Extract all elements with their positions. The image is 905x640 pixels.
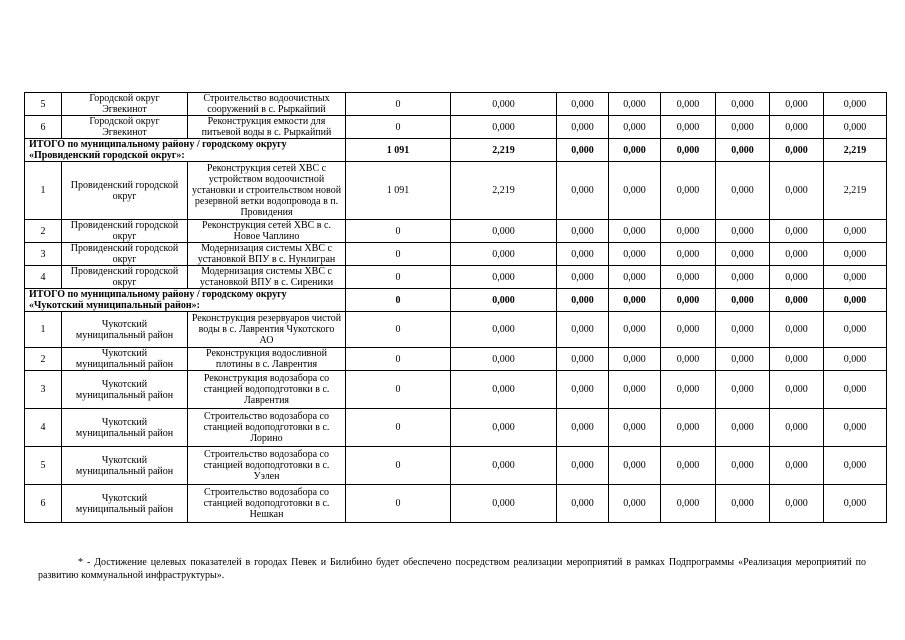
value-cell: 0,000 [716, 312, 770, 348]
value-cell: 0,000 [716, 371, 770, 409]
table-row [25, 243, 887, 266]
value-cell: 0,000 [609, 312, 661, 348]
total-value: 0,000 [451, 289, 557, 312]
municipality-cell: Провиденский городской округ [62, 243, 188, 266]
value-cell: 0,000 [716, 485, 770, 523]
value-cell: 0,000 [716, 220, 770, 243]
value-cell: 0,000 [661, 485, 716, 523]
table-row [25, 485, 887, 523]
municipality-cell: Чукотский муниципальный район [62, 409, 188, 447]
value-cell: 0,000 [824, 447, 887, 485]
value-cell: 0,000 [661, 243, 716, 266]
value-cell: 0,000 [661, 93, 716, 116]
row-number: 4 [25, 409, 62, 447]
total-label: ИТОГО по муниципальному району / городскому округу «Чукотский муниципальный район»: [25, 289, 346, 312]
value-cell: 0,000 [824, 93, 887, 116]
value-cell: 0,000 [770, 409, 824, 447]
value-cell: 0,000 [824, 409, 887, 447]
value-cell: 0,000 [716, 447, 770, 485]
value-cell: 0 [346, 266, 451, 289]
value-cell: 0,000 [451, 447, 557, 485]
total-value: 2,219 [824, 139, 887, 162]
row-number: 4 [25, 266, 62, 289]
total-value: 0,000 [661, 139, 716, 162]
row-number: 5 [25, 447, 62, 485]
value-cell: 0,000 [716, 409, 770, 447]
value-cell: 0,000 [661, 220, 716, 243]
municipality-cell: Чукотский муниципальный район [62, 312, 188, 348]
value-cell: 0,000 [770, 93, 824, 116]
value-cell: 0,000 [557, 312, 609, 348]
value-cell: 0,000 [770, 312, 824, 348]
value-cell: 0,000 [451, 371, 557, 409]
total-value: 0 [346, 289, 451, 312]
value-cell: 0,000 [824, 371, 887, 409]
value-cell: 0,000 [661, 266, 716, 289]
total-row [25, 289, 887, 312]
row-number: 5 [25, 93, 62, 116]
value-cell: 0,000 [451, 266, 557, 289]
value-cell: 0,000 [661, 116, 716, 139]
value-cell: 0,000 [557, 348, 609, 371]
row-number: 6 [25, 485, 62, 523]
table-row [25, 447, 887, 485]
value-cell: 0,000 [557, 485, 609, 523]
value-cell: 0,000 [557, 447, 609, 485]
total-value: 0,000 [716, 289, 770, 312]
total-value: 2,219 [451, 139, 557, 162]
value-cell: 0,000 [451, 93, 557, 116]
value-cell: 0 [346, 312, 451, 348]
object-cell: Строительство водоочистных сооружений в с. Рыркайпий [188, 93, 346, 116]
object-cell: Реконструкция сетей ХВС с устройством водоочистной установки и строительством новой резервной ветки водопровода в п. Провидения [188, 162, 346, 220]
row-number: 3 [25, 243, 62, 266]
value-cell: 0,000 [609, 243, 661, 266]
value-cell: 0,000 [557, 371, 609, 409]
table-row [25, 220, 887, 243]
value-cell: 0 [346, 93, 451, 116]
row-number: 1 [25, 312, 62, 348]
value-cell: 0,000 [557, 409, 609, 447]
value-cell: 0,000 [609, 447, 661, 485]
table-row [25, 312, 887, 348]
value-cell: 0,000 [716, 243, 770, 266]
municipality-cell: Провиденский городской округ [62, 162, 188, 220]
value-cell: 0,000 [824, 312, 887, 348]
value-cell: 0,000 [661, 409, 716, 447]
value-cell: 0,000 [557, 116, 609, 139]
value-cell: 0,000 [451, 243, 557, 266]
municipality-cell: Чукотский муниципальный район [62, 348, 188, 371]
value-cell: 2,219 [824, 162, 887, 220]
value-cell: 0 [346, 116, 451, 139]
total-value: 0,000 [770, 289, 824, 312]
total-value: 0,000 [609, 139, 661, 162]
value-cell: 0 [346, 220, 451, 243]
value-cell: 0,000 [770, 243, 824, 266]
value-cell: 0,000 [609, 348, 661, 371]
municipality-cell: Чукотский муниципальный район [62, 485, 188, 523]
value-cell: 0 [346, 348, 451, 371]
value-cell: 0,000 [451, 348, 557, 371]
value-cell: 0,000 [716, 93, 770, 116]
value-cell: 0 [346, 485, 451, 523]
row-number: 2 [25, 348, 62, 371]
value-cell: 0 [346, 243, 451, 266]
value-cell: 0,000 [824, 220, 887, 243]
total-value: 0,000 [557, 289, 609, 312]
value-cell: 0,000 [609, 93, 661, 116]
value-cell: 0,000 [824, 243, 887, 266]
value-cell: 0,000 [770, 348, 824, 371]
object-cell: Реконструкция сетей ХВС в с. Новое Чаплино [188, 220, 346, 243]
row-number: 3 [25, 371, 62, 409]
value-cell: 0,000 [770, 266, 824, 289]
value-cell: 0,000 [716, 348, 770, 371]
table-row [25, 116, 887, 139]
value-cell: 0,000 [770, 116, 824, 139]
value-cell: 0,000 [451, 116, 557, 139]
table-row [25, 371, 887, 409]
value-cell: 0,000 [609, 371, 661, 409]
value-cell: 0,000 [609, 266, 661, 289]
value-cell: 0,000 [824, 116, 887, 139]
footnote [38, 556, 866, 582]
value-cell: 1 091 [346, 162, 451, 220]
table-row [25, 266, 887, 289]
value-cell: 0,000 [661, 371, 716, 409]
total-value: 0,000 [770, 139, 824, 162]
value-cell: 0,000 [609, 162, 661, 220]
row-number: 6 [25, 116, 62, 139]
municipality-cell: Провиденский городской округ [62, 220, 188, 243]
value-cell: 0,000 [557, 243, 609, 266]
municipality-cell: Городской округ Эгвекинот [62, 116, 188, 139]
value-cell: 0,000 [557, 220, 609, 243]
value-cell: 0,000 [661, 162, 716, 220]
value-cell: 0,000 [824, 485, 887, 523]
value-cell: 0,000 [661, 312, 716, 348]
value-cell: 0,000 [609, 485, 661, 523]
object-cell: Строительство водозабора со станцией водоподготовки в с. Лорино [188, 409, 346, 447]
object-cell: Реконструкция водосливной плотины в с. Лаврентия [188, 348, 346, 371]
value-cell: 0,000 [451, 312, 557, 348]
value-cell: 0,000 [770, 447, 824, 485]
value-cell: 0 [346, 447, 451, 485]
value-cell: 0,000 [451, 409, 557, 447]
municipality-cell: Городской округ Эгвекинот [62, 93, 188, 116]
footnote-text: * - Достижение целевых показателей в городах Певек и Билибино будет обеспечено посредством реализации мероприятий в рамках Подпрограммы «Реализация мероприятий по развитию коммунальной инфраструктуры». [38, 557, 866, 581]
value-cell: 0,000 [609, 116, 661, 139]
object-cell: Реконструкция емкости для питьевой воды в с. Рыркайпий [188, 116, 346, 139]
value-cell: 0,000 [824, 348, 887, 371]
object-cell: Строительство водозабора со станцией водоподготовки в с. Нешкан [188, 485, 346, 523]
investment-table [24, 92, 887, 523]
value-cell: 0,000 [557, 266, 609, 289]
value-cell: 2,219 [451, 162, 557, 220]
municipality-cell: Чукотский муниципальный район [62, 447, 188, 485]
value-cell: 0,000 [557, 93, 609, 116]
value-cell: 0,000 [716, 116, 770, 139]
object-cell: Реконструкция резервуаров чистой воды в с. Лаврентия Чукотского АО [188, 312, 346, 348]
value-cell: 0,000 [716, 162, 770, 220]
value-cell: 0,000 [661, 447, 716, 485]
value-cell: 0,000 [770, 371, 824, 409]
value-cell: 0 [346, 409, 451, 447]
municipality-cell: Провиденский городской округ [62, 266, 188, 289]
value-cell: 0,000 [716, 266, 770, 289]
table-row [25, 93, 887, 116]
value-cell: 0,000 [451, 220, 557, 243]
total-value: 1 091 [346, 139, 451, 162]
total-value: 0,000 [824, 289, 887, 312]
value-cell: 0,000 [770, 485, 824, 523]
value-cell: 0 [346, 371, 451, 409]
total-value: 0,000 [661, 289, 716, 312]
value-cell: 0,000 [661, 348, 716, 371]
value-cell: 0,000 [824, 266, 887, 289]
table-row [25, 348, 887, 371]
total-value: 0,000 [716, 139, 770, 162]
object-cell: Реконструкция водозабора со станцией водоподготовки в с. Лаврентия [188, 371, 346, 409]
object-cell: Строительство водозабора со станцией водоподготовки в с. Уэлен [188, 447, 346, 485]
table-row [25, 409, 887, 447]
municipality-cell: Чукотский муниципальный район [62, 371, 188, 409]
object-cell: Модернизация системы ХВС с установкой ВПУ в с. Нунлигран [188, 243, 346, 266]
value-cell: 0,000 [451, 485, 557, 523]
value-cell: 0,000 [609, 409, 661, 447]
object-cell: Модернизация системы ХВС с установкой ВПУ в с. Сиреники [188, 266, 346, 289]
row-number: 1 [25, 162, 62, 220]
value-cell: 0,000 [609, 220, 661, 243]
value-cell: 0,000 [770, 220, 824, 243]
row-number: 2 [25, 220, 62, 243]
table-row [25, 162, 887, 220]
value-cell: 0,000 [770, 162, 824, 220]
total-row [25, 139, 887, 162]
total-value: 0,000 [557, 139, 609, 162]
total-label: ИТОГО по муниципальному району / городскому округу «Провиденский городской округ»: [25, 139, 346, 162]
total-value: 0,000 [609, 289, 661, 312]
value-cell: 0,000 [557, 162, 609, 220]
